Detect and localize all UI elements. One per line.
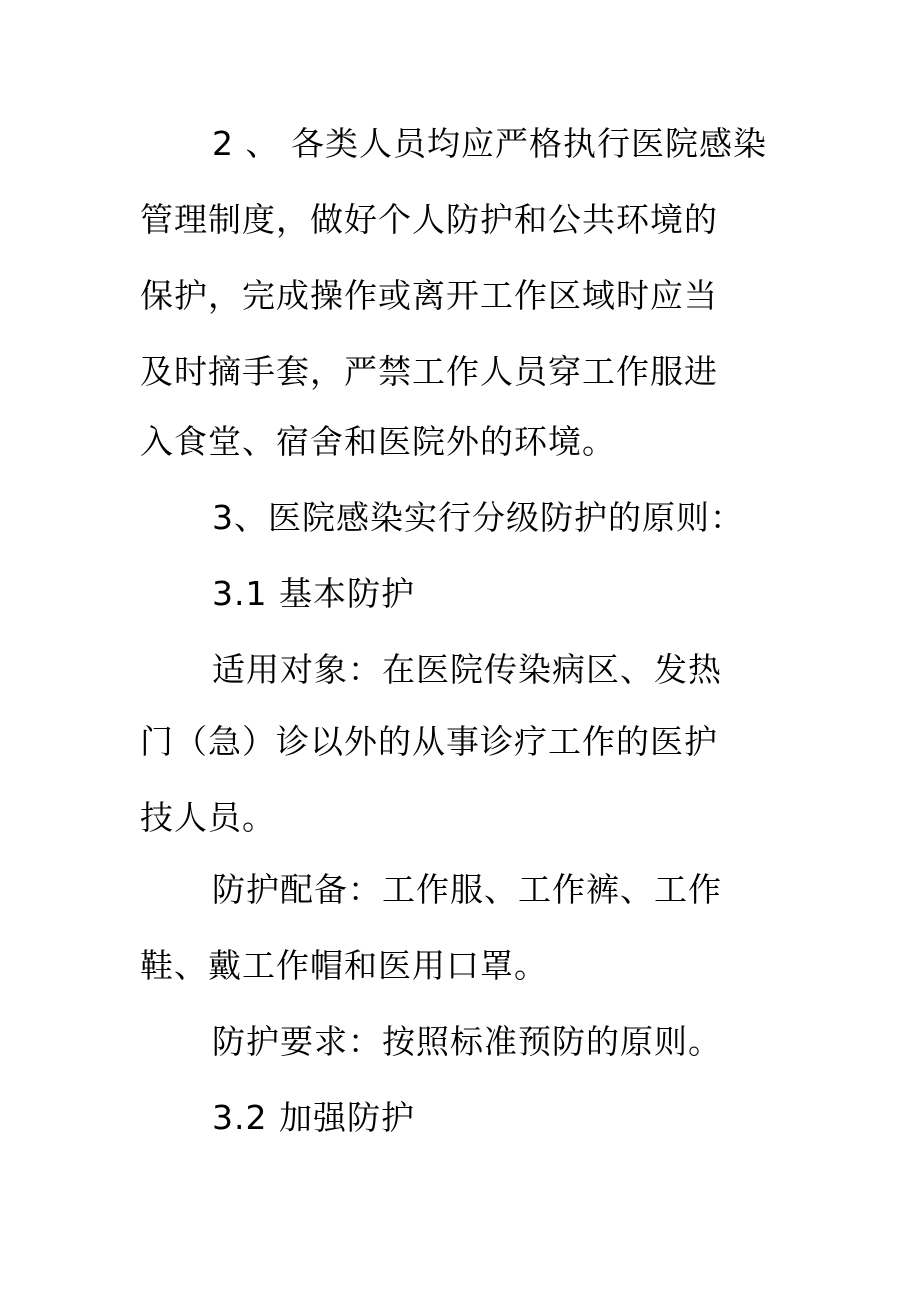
paragraph-2-line-4: 及时摘手套，严禁工作人员穿工作服进 [140, 352, 718, 391]
applicable-objects-line-1: 适用对象：在医院传染病区、发热 [212, 650, 722, 689]
section-3-2-heading: 3.2 加强防护 [212, 1098, 415, 1137]
paragraph-2-line-5: 入食堂、宿舍和医院外的环境。 [140, 422, 616, 461]
paragraph-2-line-1: 2 、 各类人员均应严格执行医院感染 [212, 124, 767, 163]
paragraph-2-line-3: 保护，完成操作或离开工作区域时应当 [140, 276, 718, 315]
section-3-heading: 3、医院感染实行分级防护的原则： [212, 498, 744, 537]
applicable-objects-line-3: 技人员。 [140, 798, 276, 837]
paragraph-2-line-2: 管理制度，做好个人防护和公共环境的 [140, 200, 718, 239]
protection-equipment-line-2: 鞋、戴工作帽和医用口罩。 [140, 946, 548, 985]
protection-requirements: 防护要求：按照标准预防的原则。 [212, 1022, 722, 1061]
applicable-objects-line-2: 门（急）诊以外的从事诊疗工作的医护 [140, 722, 718, 761]
section-3-1-heading: 3.1 基本防护 [212, 574, 415, 613]
protection-equipment-line-1: 防护配备：工作服、工作裤、工作 [212, 870, 722, 909]
